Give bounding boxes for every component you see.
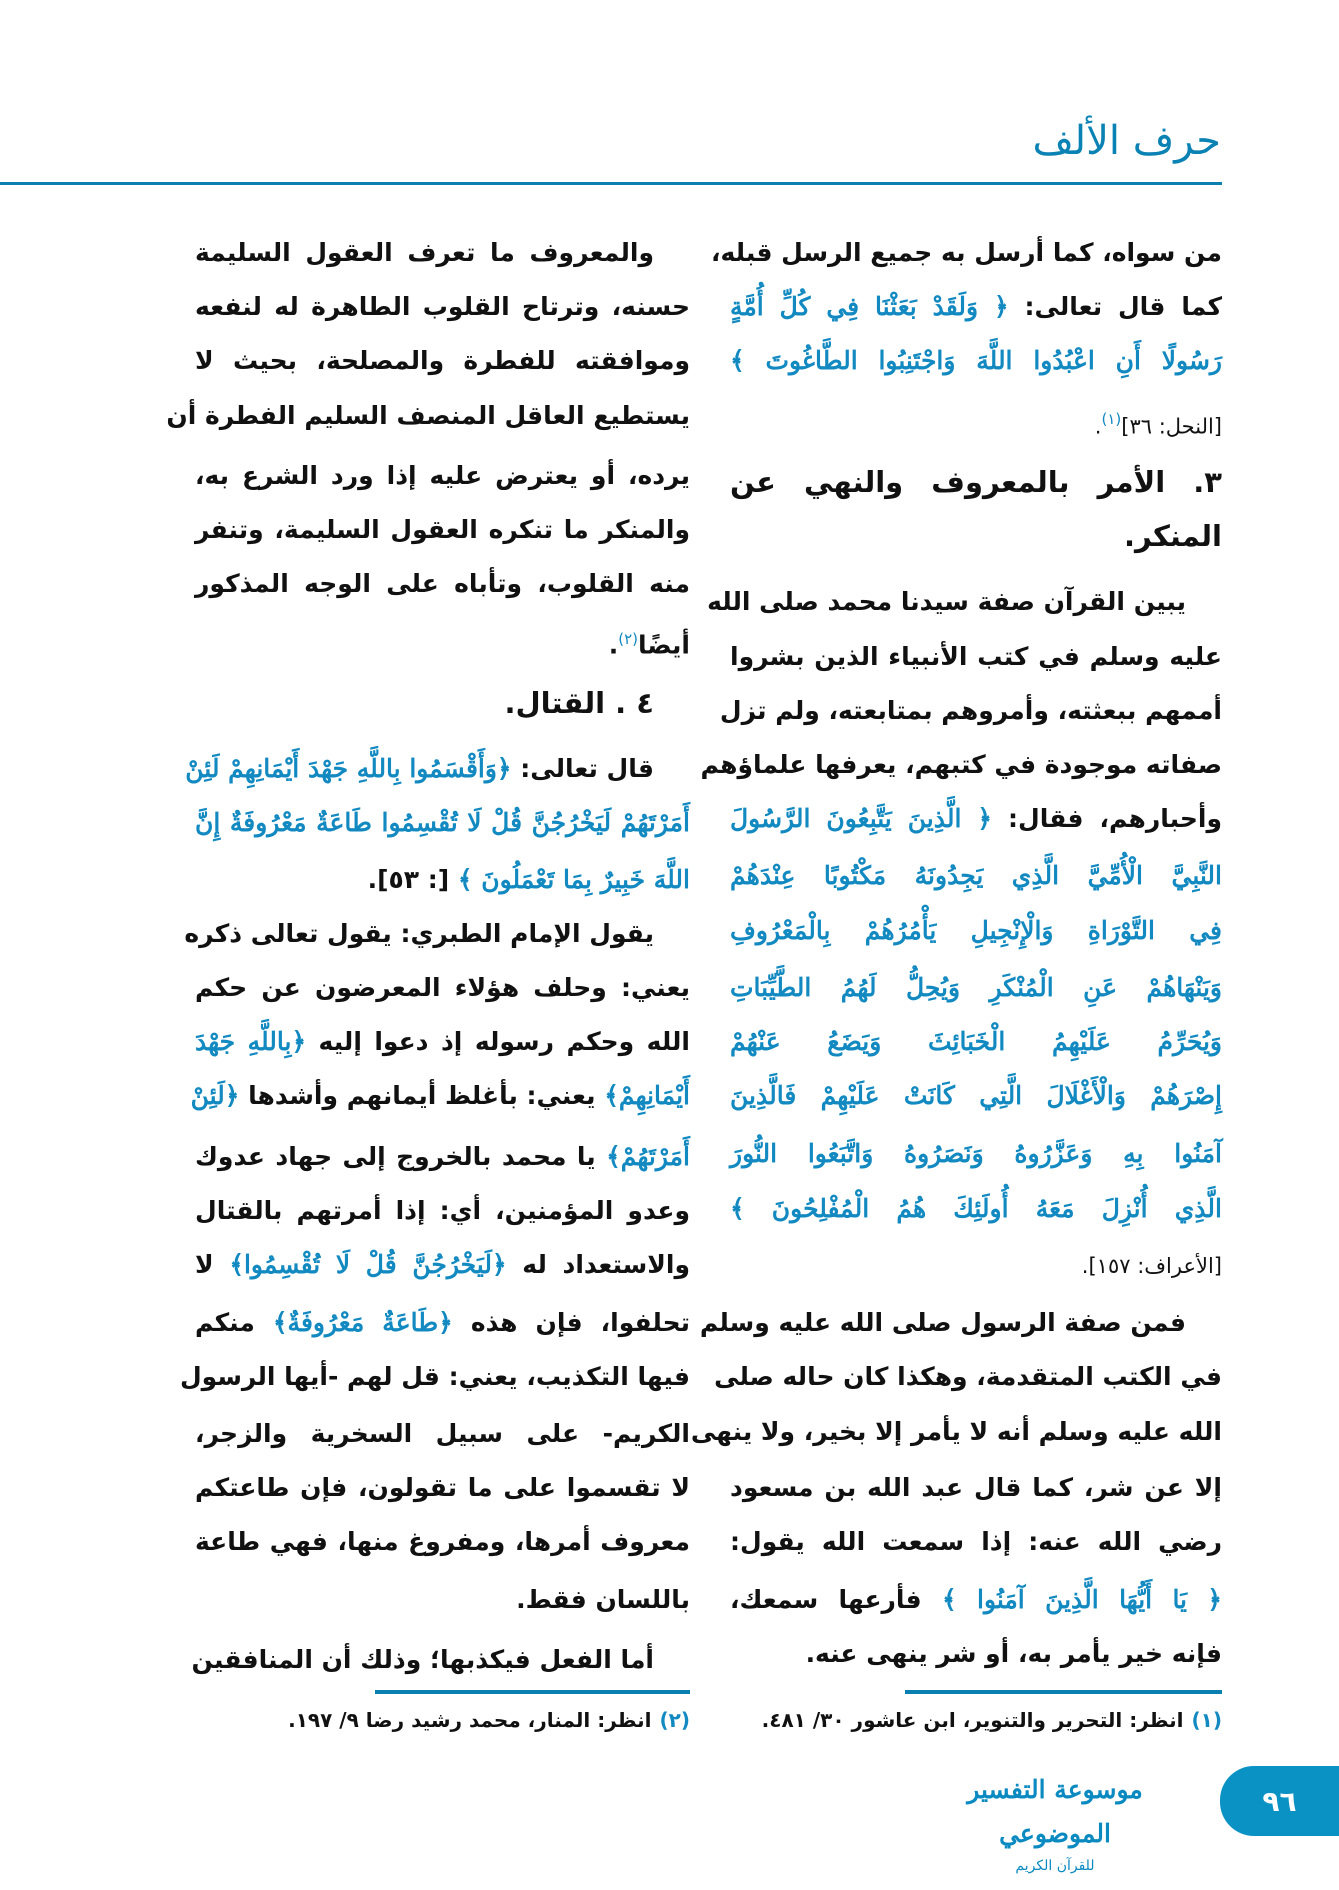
quran-verse: رَسُولًا أَنِ اعْبُدُوا اللَّهَ وَاجْتَنِبُوا الطَّاغُوتَ ﴾ [730,346,1222,375]
quran-verse: ﴿لَئِنْ [190,1081,240,1110]
text-segment: [: ٥٣]. [367,865,458,894]
text-line [730,635,1222,679]
footnote-number: (١) [1191,1708,1222,1732]
text-line [195,966,690,1010]
quran-verse: ﴿وَأَقْسَمُوا بِاللَّهِ جَهْدَ أَيْمَانِهِمْ لَئِنْ [185,754,512,783]
text-segment: ٣. الأمر بالمعروف والنهي عن [730,465,1222,499]
text-segment: أيضًا [638,630,690,660]
text-line [730,1632,1222,1676]
text-line [730,1243,1222,1287]
text-line [730,1520,1222,1564]
text-line [195,1578,690,1622]
footnote-text: انظر: التحرير والتنوير، ابن عاشور ٣٠/ ٤٨١. [761,1708,1184,1732]
text-segment: . [608,630,619,660]
section-heading [730,460,1222,504]
text-line [179,1355,690,1399]
footnote-1 [762,1708,1222,1732]
text-line [195,285,690,329]
text-segment: المنكر. [1123,519,1222,553]
text-segment: والمعروف ما تعرف العقول السليمة [195,238,654,267]
text-line [195,454,690,498]
text-line [195,1135,690,1179]
footnote-2 [288,1708,690,1732]
text-segment: من سواه، كما أرسل به جميع الرسل قبله، [711,238,1222,267]
text-line [195,858,690,902]
text-line [184,912,690,956]
text-segment: يعني: وحلف هؤلاء المعرضون عن حكم [195,973,690,1002]
text-segment: باللسان فقط. [516,1585,690,1614]
encyclopedia-logo [930,1768,1180,1874]
text-segment: رضي الله عنه: إذا سمعت الله يقول: [730,1527,1222,1556]
text-line [195,1520,690,1564]
text-segment: يبين القرآن صفة سيدنا محمد صلى الله [707,587,1186,616]
quran-verse: أَمَرْتَهُمْ لَيَخْرُجُنَّ قُلْ لَا تُقْسِمُوا طَاعَةٌ مَعْرُوفَةٌ إِنَّ [195,808,690,837]
text-segment: لا تقسموا على ما تقولون، فإن طاعتكم [195,1473,690,1502]
text-line [730,909,1222,953]
text-line [730,1132,1222,1176]
quran-verse: أَمَرْتَهُمْ﴾ [606,1142,690,1171]
text-segment: [الأعراف: ١٥٧]. [1081,1254,1222,1278]
text-segment: وأحبارهم، فقال: [992,804,1222,833]
text-segment: كما قال تعالى: [1008,292,1223,321]
text-line [730,1074,1222,1118]
quran-verse: ﴿ الَّذِينَ يَتَّبِعُونَ الرَّسُولَ [730,804,993,833]
text-segment: فيها التكذيب، يعني: قل لهم -أيها الرسول [179,1362,690,1391]
footnote-ref: (١) [1101,410,1122,428]
text-line [730,1020,1222,1064]
text-segment: أما الفعل فيكذبها؛ وذلك أن المنافقين [191,1645,654,1674]
text-line [719,689,1222,733]
text-segment: فإنه خير يأمر به، أو شر ينهى عنه. [805,1639,1222,1668]
header-divider [0,182,1222,185]
text-line [185,747,690,791]
text-segment: الكريم- على سبيل السخرية والزجر، [195,1419,690,1448]
quran-verse: إِصْرَهُمْ وَالْأَغْلَالَ الَّتِي كَانَتْ عَلَيْهِمْ فَالَّذِينَ [730,1081,1222,1110]
text-segment: يا محمد بالخروج إلى جهاد عدوك [195,1142,607,1171]
text-segment: لا [195,1250,230,1279]
logo-subtitle: للقرآن الكريم [1015,1858,1095,1874]
text-line [195,1301,690,1345]
quran-verse: النَّبِيَّ الْأُمِّيَّ الَّذِي يَجِدُونَهُ مَكْتُوبًا عِنْدَهُمْ [730,861,1222,890]
text-segment: فمن صفة الرسول صلى الله عليه وسلم [699,1308,1186,1337]
text-segment: منه القلوب، وتأباه على الوجه المذكور [195,569,690,598]
text-segment: يقول الإمام الطبري: يقول تعالى ذكره [184,919,654,948]
text-segment: يعني: بأغلظ أيمانهم وأشدها [239,1081,605,1110]
text-line [730,1466,1222,1510]
quran-verse: اللَّهَ خَبِيرٌ بِمَا تَعْمَلُونَ ﴾ [457,865,690,894]
text-segment: في الكتب المتقدمة، وهكذا كان حاله صلى [714,1362,1222,1391]
text-line [730,339,1222,383]
text-line [714,1355,1222,1399]
text-line [195,231,690,275]
text-line [730,1578,1222,1622]
text-line [166,394,690,438]
quran-verse: وَيَنْهَاهُمْ عَنِ الْمُنْكَرِ وَيُحِلُّ لَهُمُ الطَّيِّبَاتِ [730,973,1222,1002]
logo-title: موسوعة التفسير الموضوعي [967,1775,1143,1848]
quran-verse: فِي التَّوْرَاةِ وَالْإِنْجِيلِ يَأْمُرُهُمْ بِالْمَعْرُوفِ [730,916,1222,945]
text-line [730,1187,1222,1231]
text-line [195,1020,690,1064]
quran-verse: آمَنُوا بِهِ وَعَزَّرُوهُ وَنَصَرُوهُ وَاتَّبَعُوا النُّورَ [730,1139,1222,1168]
text-segment: عليه وسلم في كتب الأنبياء الذين بشروا [730,642,1222,671]
text-line [195,1243,690,1287]
quran-verse: ﴿ يَا أَيُّهَا الَّذِينَ آمَنُوا ﴾ [942,1585,1222,1614]
text-line [191,1638,690,1682]
quran-verse: ﴿بِاللَّهِ جَهْدَ [195,1027,307,1056]
quran-verse: ﴿ وَلَقَدْ بَعَثْنَا فِي كُلِّ أُمَّةٍ [730,292,1009,321]
footnote-divider [905,1690,1222,1694]
quran-verse: ﴿لَيَخْرُجُنَّ قُلْ لَا تُقْسِمُوا﴾ [229,1250,507,1279]
footnote-number: (٢) [659,1708,690,1732]
text-line [195,339,690,383]
text-line [195,562,690,606]
text-segment: الله وحكم رسوله إذ دعوا إليه [306,1027,690,1056]
text-line [699,1301,1222,1345]
text-line [195,1466,690,1510]
text-segment: الله عليه وسلم أنه لا يأمر إلا بخير، ولا ينهى [690,1417,1222,1446]
text-segment: وموافقته للفطرة والمصلحة، بحيث لا [195,346,690,375]
footnote-divider [375,1690,690,1694]
footnote-ref: (٢) [618,630,639,648]
text-segment: ٤ . القتال. [504,686,654,720]
text-segment: معروف أمرها، ومفروغ منها، فهي طاعة [195,1527,690,1556]
text-line [730,397,1222,441]
text-line [690,1410,1222,1454]
text-line [730,854,1222,898]
text-segment: إلا عن شر، كما قال عبد الله بن مسعود [730,1473,1222,1502]
text-line [195,801,690,845]
text-line [730,285,1222,329]
text-segment: حسنه، وترتاح القلوب الطاهرة له لنفعه [195,292,690,321]
text-segment: [النحل: ٣٦] [1121,414,1222,439]
text-segment: تحلفوا، فإن هذه [452,1308,690,1337]
quran-verse: ﴿طَاعَةٌ مَعْرُوفَةٌ﴾ [272,1308,453,1337]
chapter-title: حرف الألف [1032,118,1221,164]
text-line [195,508,690,552]
quran-verse: وَيُحَرِّمُ عَلَيْهِمُ الْخَبَائِثَ وَيَضَعُ عَنْهُمْ [730,1027,1222,1056]
text-segment: يرده، أو يعترض عليه إذا ورد الشرع به، [195,461,690,490]
text-line [707,580,1222,624]
footnote-text: انظر: المنار، محمد رشيد رضا ٩/ ١٩٧. [288,1708,652,1732]
text-line [195,617,690,661]
text-segment: والاستعداد له [506,1250,690,1279]
text-line [711,231,1222,275]
text-line [190,1074,690,1118]
text-line [730,797,1222,841]
section-heading [730,514,1222,558]
text-segment: أممهم ببعثته، وأمروهم بمتابعته، ولم تزل [719,696,1222,725]
text-segment: والمنكر ما تنكره العقول السليمة، وتنفر [195,515,690,544]
text-segment: . [1094,414,1102,439]
section-heading [195,681,690,725]
text-line [730,966,1222,1010]
text-segment: صفاته موجودة في كتبهم، يعرفها علماؤهم [700,750,1222,779]
text-line [700,743,1222,787]
quran-verse: أَيْمَانِهِمْ﴾ [604,1081,690,1110]
text-segment: فأرعها سمعك، [730,1585,943,1614]
page-number: ٩٦ [1220,1766,1339,1836]
text-line [195,1189,690,1233]
text-segment: وعدو المؤمنين، أي: إذا أمرتهم بالقتال [195,1196,690,1225]
text-segment: منكم [195,1308,273,1337]
text-segment: قال تعالى: [511,754,654,783]
quran-verse: الَّذِي أُنْزِلَ مَعَهُ أُولَئِكَ هُمُ الْمُفْلِحُونَ ﴾ [730,1194,1222,1223]
text-line [195,1412,690,1456]
text-segment: يستطيع العاقل المنصف السليم الفطرة أن [166,401,690,430]
